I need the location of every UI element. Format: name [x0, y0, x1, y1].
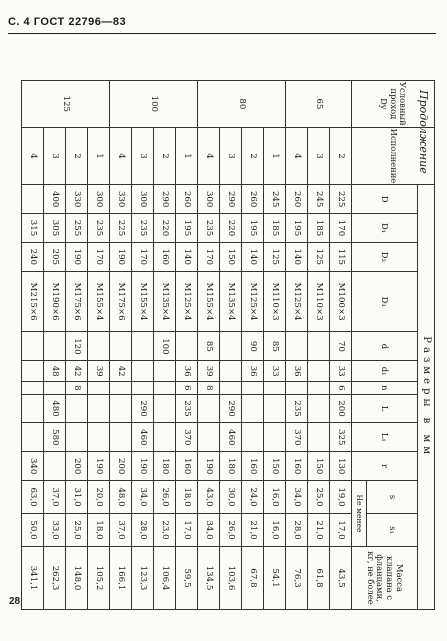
- cell-r: [44, 452, 66, 481]
- cell-L: [242, 394, 264, 423]
- cell-s1: 26,0: [220, 513, 242, 546]
- cell-D1: 235: [198, 214, 220, 243]
- cell-L1: [88, 423, 110, 452]
- spec-table: [21, 80, 435, 610]
- cell-v: 2: [66, 127, 88, 185]
- cell-s1: 18,0: [88, 513, 110, 546]
- cell-L1: [22, 423, 44, 452]
- cell-r: 160: [242, 452, 264, 481]
- cell-d1: [308, 361, 330, 382]
- cell-s: 37,0: [44, 481, 66, 514]
- table-row: [22, 81, 44, 610]
- cell-D2: 170: [132, 242, 154, 271]
- cell-r: 190: [132, 452, 154, 481]
- cell-s1: 34,0: [198, 513, 220, 546]
- cell-L1: 325: [330, 423, 352, 452]
- cell-s: 20,0: [88, 481, 110, 514]
- header-not-less: Не менее: [352, 481, 367, 547]
- cell-D3: М110×3: [264, 271, 286, 332]
- cell-D3: М175×6: [66, 271, 88, 332]
- cell-s: 25,0: [308, 481, 330, 514]
- header-D: D: [352, 185, 418, 214]
- table-row: [198, 81, 220, 610]
- header-D1: D₁: [352, 214, 418, 243]
- cell-L: [110, 394, 132, 423]
- cell-L1: [308, 423, 330, 452]
- cell-d: [176, 332, 198, 361]
- cell-L1: 370: [286, 423, 308, 452]
- header-version: Исполнение: [352, 127, 435, 185]
- cell-L: [198, 394, 220, 423]
- cell-v: 4: [22, 127, 44, 185]
- table-row: [176, 81, 198, 610]
- cell-d: 70: [330, 332, 352, 361]
- cell-n: [264, 382, 286, 395]
- cell-n: [88, 382, 110, 395]
- cell-v: 3: [220, 127, 242, 185]
- cell-L: [66, 394, 88, 423]
- cell-v: 2: [154, 127, 176, 185]
- cell-L1: 370: [176, 423, 198, 452]
- table-row: [308, 81, 330, 610]
- cell-m: 166,1: [110, 547, 132, 610]
- cell-r: 340: [22, 452, 44, 481]
- cell-D1: 235: [88, 214, 110, 243]
- cell-D3: М155×4: [198, 271, 220, 332]
- cell-m: 106,4: [154, 547, 176, 610]
- cell-d: [132, 332, 154, 361]
- cell-v: 2: [330, 127, 352, 185]
- cell-m: 61,8: [308, 547, 330, 610]
- cell-D2: 125: [308, 242, 330, 271]
- cell-v: 4: [286, 127, 308, 185]
- cell-s1: 21,0: [308, 513, 330, 546]
- passage-cell: 125: [22, 81, 110, 128]
- cell-d1: 42: [110, 361, 132, 382]
- header-n: n: [352, 382, 418, 395]
- cell-d1: 48: [44, 361, 66, 382]
- cell-m: 103,6: [220, 547, 242, 610]
- cell-D1: 225: [110, 214, 132, 243]
- cell-r: 180: [154, 452, 176, 481]
- cell-D: 260: [176, 185, 198, 214]
- cell-s1: 50,0: [22, 513, 44, 546]
- table-row: [286, 81, 308, 610]
- cell-D3: М125×4: [286, 271, 308, 332]
- cell-r: 190: [198, 452, 220, 481]
- cell-L1: 580: [44, 423, 66, 452]
- cell-D3: М100×3: [330, 271, 352, 332]
- cell-d: 90: [242, 332, 264, 361]
- table-row: [264, 81, 286, 610]
- cell-L: 235: [286, 394, 308, 423]
- passage-cell: 80: [198, 81, 286, 128]
- cell-D: 330: [110, 185, 132, 214]
- cell-s1: 17,0: [330, 513, 352, 546]
- header-r: r: [352, 452, 418, 481]
- cell-D2: 150: [220, 242, 242, 271]
- cell-v: 3: [308, 127, 330, 185]
- continuation-label: Продолжение: [417, 90, 430, 174]
- cell-r: 150: [308, 452, 330, 481]
- cell-n: 8: [66, 382, 88, 395]
- cell-L: [88, 394, 110, 423]
- header-d: d: [352, 332, 418, 361]
- cell-d1: 42: [66, 361, 88, 382]
- table-row: [132, 81, 154, 610]
- header-rule: [8, 33, 436, 34]
- cell-s1: 16,0: [264, 513, 286, 546]
- cell-n: [110, 382, 132, 395]
- cell-n: 8: [198, 382, 220, 395]
- cell-D: 400: [44, 185, 66, 214]
- cell-d1: 36: [176, 361, 198, 382]
- cell-D3: М135×4: [154, 271, 176, 332]
- cell-D1: 185: [264, 214, 286, 243]
- cell-r: 200: [110, 452, 132, 481]
- cell-s: 31,0: [66, 481, 88, 514]
- table-row: [154, 81, 176, 610]
- cell-d: 100: [154, 332, 176, 361]
- cell-D: 290: [154, 185, 176, 214]
- cell-s1: 17,0: [176, 513, 198, 546]
- cell-D3: М190×6: [44, 271, 66, 332]
- cell-m: 43,5: [330, 547, 352, 610]
- cell-D: 290: [220, 185, 242, 214]
- cell-d: [22, 332, 44, 361]
- table-row: [44, 81, 66, 610]
- cell-D3: М175×6: [110, 271, 132, 332]
- cell-d1: [132, 361, 154, 382]
- cell-D: 260: [286, 185, 308, 214]
- cell-d1: 39: [88, 361, 110, 382]
- cell-D2: 190: [66, 242, 88, 271]
- cell-L1: [242, 423, 264, 452]
- cell-L: [22, 394, 44, 423]
- units-caption: Размеры в мм: [418, 185, 435, 610]
- passage-cell: 100: [110, 81, 198, 128]
- cell-m: 148,0: [66, 547, 88, 610]
- cell-D1: 235: [132, 214, 154, 243]
- header-s1: s₁: [367, 513, 418, 546]
- cell-D2: 125: [264, 242, 286, 271]
- cell-s: 48,0: [110, 481, 132, 514]
- cell-L1: [154, 423, 176, 452]
- cell-D2: 205: [44, 242, 66, 271]
- cell-D1: 305: [44, 214, 66, 243]
- cell-D3: М125×4: [176, 271, 198, 332]
- cell-D2: 190: [110, 242, 132, 271]
- table-row: [88, 81, 110, 610]
- cell-D2: 140: [176, 242, 198, 271]
- cell-D1: 170: [330, 214, 352, 243]
- cell-D1: 315: [22, 214, 44, 243]
- cell-m: 54,1: [264, 547, 286, 610]
- cell-m: 123,3: [132, 547, 154, 610]
- cell-L1: [198, 423, 220, 452]
- cell-D3: М155×4: [88, 271, 110, 332]
- cell-L: 290: [220, 394, 242, 423]
- cell-D: 300: [132, 185, 154, 214]
- cell-L: 200: [330, 394, 352, 423]
- cell-m: 76,3: [286, 547, 308, 610]
- cell-n: [44, 382, 66, 395]
- cell-m: 262,3: [44, 547, 66, 610]
- page-number: 28: [9, 596, 21, 607]
- cell-L: [154, 394, 176, 423]
- cell-m: 134,5: [198, 547, 220, 610]
- header-D2: D₂: [352, 242, 418, 271]
- cell-v: 1: [264, 127, 286, 185]
- cell-d1: [220, 361, 242, 382]
- cell-s1: 25,0: [66, 513, 88, 546]
- cell-s: 63,0: [22, 481, 44, 514]
- cell-r: 160: [176, 452, 198, 481]
- cell-d: [88, 332, 110, 361]
- cell-D1: 220: [220, 214, 242, 243]
- cell-L1: 460: [220, 423, 242, 452]
- cell-L: [308, 394, 330, 423]
- cell-r: 190: [88, 452, 110, 481]
- cell-L: [264, 394, 286, 423]
- cell-v: 3: [132, 127, 154, 185]
- cell-D: [22, 185, 44, 214]
- cell-D: 225: [330, 185, 352, 214]
- cell-n: [154, 382, 176, 395]
- cell-d: 85: [264, 332, 286, 361]
- cell-m: 341,1: [22, 547, 44, 610]
- cell-D2: 115: [330, 242, 352, 271]
- header-s: s: [367, 481, 418, 514]
- cell-r: 200: [66, 452, 88, 481]
- cell-d1: 33: [330, 361, 352, 382]
- cell-s: 19,0: [330, 481, 352, 514]
- cell-D2: 160: [154, 242, 176, 271]
- cell-D1: 195: [242, 214, 264, 243]
- cell-s1: 33,0: [44, 513, 66, 546]
- passage-cell: 65: [286, 81, 352, 128]
- cell-n: [22, 382, 44, 395]
- cell-r: 130: [330, 452, 352, 481]
- cell-L: 290: [132, 394, 154, 423]
- cell-s: 34,0: [132, 481, 154, 514]
- cell-s: 24,0: [242, 481, 264, 514]
- cell-D: 245: [264, 185, 286, 214]
- cell-D2: 240: [22, 242, 44, 271]
- cell-d: [286, 332, 308, 361]
- cell-D1: 185: [308, 214, 330, 243]
- cell-D3: М215×6: [22, 271, 44, 332]
- cell-d1: 36: [286, 361, 308, 382]
- cell-r: 160: [286, 452, 308, 481]
- cell-D3: М155×4: [132, 271, 154, 332]
- cell-s: 16,0: [264, 481, 286, 514]
- cell-L1: [66, 423, 88, 452]
- cell-s: 30,0: [220, 481, 242, 514]
- header-L: L: [352, 394, 418, 423]
- cell-D1: 255: [66, 214, 88, 243]
- cell-s1: 28,0: [132, 513, 154, 546]
- table-body: [22, 81, 352, 610]
- cell-d: [220, 332, 242, 361]
- table-row: [330, 81, 352, 610]
- cell-D: 260: [242, 185, 264, 214]
- cell-v: 1: [88, 127, 110, 185]
- cell-D: 245: [308, 185, 330, 214]
- cell-D2: 140: [286, 242, 308, 271]
- cell-r: 180: [220, 452, 242, 481]
- cell-v: 2: [242, 127, 264, 185]
- cell-d: 85: [198, 332, 220, 361]
- cell-D2: 170: [88, 242, 110, 271]
- cell-n: [286, 382, 308, 395]
- table-row: [220, 81, 242, 610]
- header-d1: d₁: [352, 361, 418, 382]
- cell-s: 34,0: [286, 481, 308, 514]
- cell-d: 120: [66, 332, 88, 361]
- cell-L: 480: [44, 394, 66, 423]
- cell-s1: 23,0: [154, 513, 176, 546]
- table-row: [66, 81, 88, 610]
- cell-s1: 28,0: [286, 513, 308, 546]
- header-mass: Масса клапана с фланцами, кг, не более: [352, 547, 418, 610]
- cell-r: 150: [264, 452, 286, 481]
- cell-d: [44, 332, 66, 361]
- cell-n: 6: [330, 382, 352, 395]
- cell-v: 4: [198, 127, 220, 185]
- cell-s1: 37,0: [110, 513, 132, 546]
- cell-D3: М135×4: [220, 271, 242, 332]
- cell-L1: [264, 423, 286, 452]
- cell-L: 235: [176, 394, 198, 423]
- cell-d: [110, 332, 132, 361]
- table-row: [110, 81, 132, 610]
- cell-v: 3: [44, 127, 66, 185]
- header-passage: Условный проход Dy: [352, 81, 435, 128]
- header-L1: L₁: [352, 423, 418, 452]
- cell-s: 43,0: [198, 481, 220, 514]
- cell-n: [242, 382, 264, 395]
- cell-d1: 36: [242, 361, 264, 382]
- page-header: С. 4 ГОСТ 22796—83: [8, 16, 127, 28]
- cell-s1: 21,0: [242, 513, 264, 546]
- cell-n: [308, 382, 330, 395]
- cell-n: [132, 382, 154, 395]
- cell-D: 330: [66, 185, 88, 214]
- cell-d1: [22, 361, 44, 382]
- cell-n: 6: [176, 382, 198, 395]
- cell-d1: [154, 361, 176, 382]
- cell-s: 26,0: [154, 481, 176, 514]
- cell-m: 67,8: [242, 547, 264, 610]
- header-D3: D₃: [352, 271, 418, 332]
- cell-D1: 195: [286, 214, 308, 243]
- table-row: [242, 81, 264, 610]
- cell-D2: 140: [242, 242, 264, 271]
- cell-m: 105,2: [88, 547, 110, 610]
- cell-n: [220, 382, 242, 395]
- cell-s: 18,0: [176, 481, 198, 514]
- cell-d1: 33: [264, 361, 286, 382]
- cell-D3: М125×4: [242, 271, 264, 332]
- cell-D: 300: [88, 185, 110, 214]
- cell-L1: 460: [132, 423, 154, 452]
- cell-d1: 39: [198, 361, 220, 382]
- cell-v: 1: [176, 127, 198, 185]
- cell-D1: 195: [176, 214, 198, 243]
- cell-D1: 220: [154, 214, 176, 243]
- cell-v: 4: [110, 127, 132, 185]
- cell-D2: 170: [198, 242, 220, 271]
- cell-D3: М110×3: [308, 271, 330, 332]
- cell-D: 300: [198, 185, 220, 214]
- rotated-table-wrapper: [21, 80, 435, 610]
- cell-d: [308, 332, 330, 361]
- cell-L1: [110, 423, 132, 452]
- cell-m: 59,5: [176, 547, 198, 610]
